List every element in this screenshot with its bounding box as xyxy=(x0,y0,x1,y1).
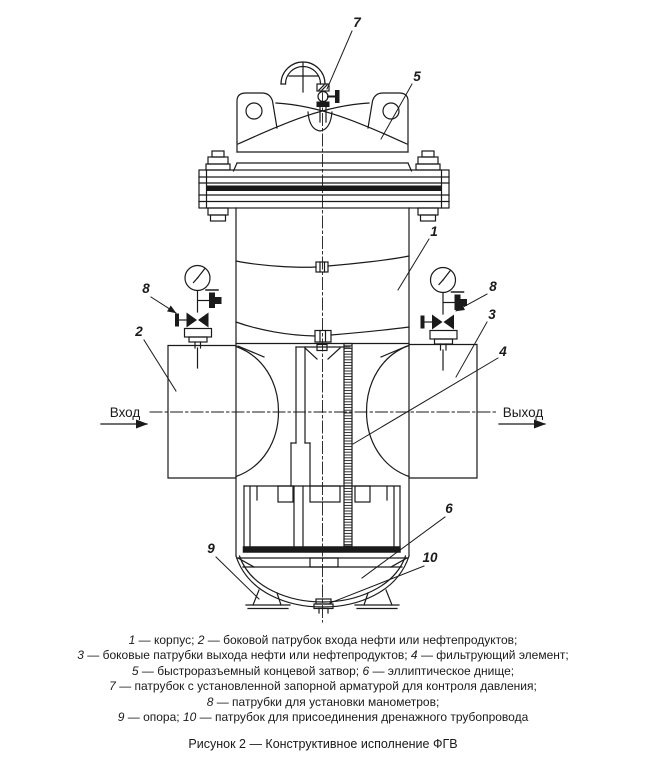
figure-caption: Рисунок 2 — Конструктивное исполнение ФГВ xyxy=(188,737,458,751)
callout-2: 2 xyxy=(135,324,143,339)
flow-labels xyxy=(110,405,544,420)
legend-line-3: 5 — быстроразъемный концевой затвор; 6 — эллиптическое днище; xyxy=(131,663,515,678)
callout-7: 7 xyxy=(353,15,361,30)
flange-joint xyxy=(199,170,449,208)
legend-line-1: 1 — корпус; 2 — боковой патрубок входа нефти или нефтепродуктов; xyxy=(128,633,518,647)
inlet-label: Вход xyxy=(109,405,141,420)
callout-9: 9 xyxy=(207,541,215,556)
outlet-label: Выход xyxy=(502,405,544,420)
centerlines xyxy=(150,93,497,622)
callout-8-left: 8 xyxy=(142,281,150,296)
legend-line-4: 7 — патрубок с установленной запорной арматурой для контроля давления; xyxy=(109,679,537,694)
legend-line-2: 3 — боковые патрубки выхода нефти или нефтепродуктов; 4 — фильтрующий элемент; xyxy=(77,648,569,663)
callout-1: 1 xyxy=(430,224,438,239)
pressure-gauge-assembly-left xyxy=(175,266,222,369)
callout-8-right: 8 xyxy=(489,279,497,294)
filter-element xyxy=(344,344,352,547)
callout-4: 4 xyxy=(499,344,507,359)
outlet-nozzle-box xyxy=(367,345,478,479)
callout-5: 5 xyxy=(413,69,421,84)
callout-10: 10 xyxy=(422,550,438,565)
legend-line-5: 8 — патрубки для установки манометров; xyxy=(206,694,440,709)
legend-line-6: 9 — опора; 10 — патрубок для присоединения дренажного трубопровода xyxy=(117,710,529,725)
callout-6: 6 xyxy=(445,501,453,516)
callout-leaders xyxy=(144,31,498,603)
callout-3: 3 xyxy=(488,307,496,322)
pressure-gauge-assembly-right xyxy=(421,268,468,371)
drain-nozzle xyxy=(314,599,333,613)
legend xyxy=(0,633,646,725)
